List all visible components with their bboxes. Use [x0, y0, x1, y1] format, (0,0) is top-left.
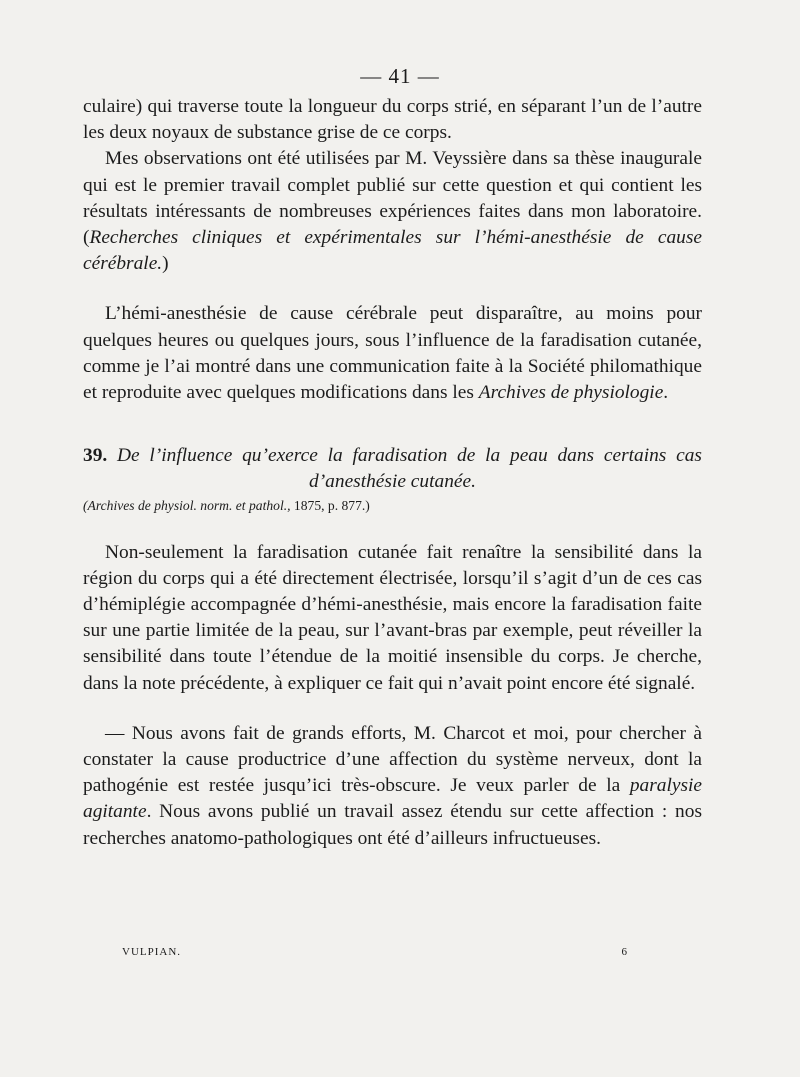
source-journal: (Archives de physiol. norm. et pathol.,	[83, 497, 291, 513]
sheet-mark: 6	[621, 946, 628, 958]
page-number: — 41 —	[360, 64, 440, 88]
paragraph-hemi-anesthesie	[83, 301, 702, 406]
page-body	[83, 94, 702, 852]
paragraph-text: Mes observations ont été utilisées par M. Veyssière dans sa thèse inaugurale qui est le premier travail complet publié sur cette question et qui contient les résultats intéressants de nombreuses expériences faites dans mon laboratoire. (	[83, 148, 702, 249]
paragraph-continuation: culaire) qui traverse toute la longueur du corps strié, en séparant l’un de l’autre les deux noyaux de substance grise de ce corps.	[83, 96, 702, 144]
paragraph-text: — Nous avons fait de grands efforts, M. Charcot et moi, pour chercher à constater la cause productrice d’une affection du système nerveux, dont la pathogénie est restée jusqu’ici très-obscure. Je veux parler de la	[83, 722, 702, 797]
signature-mark: VULPIAN.	[122, 946, 182, 958]
section-heading	[83, 443, 702, 495]
journal-title: Archives de physiologie	[478, 382, 664, 404]
spacer	[83, 406, 702, 443]
spacer	[83, 516, 702, 540]
paragraph-text: L’hémi-anesthésie de cause cérébrale peut disparaître, au moins pour quelques heures ou quelques jours, sous l’influence de la faradisation cutanée, comme je l’ai montré dans une communication faite à la Société philomathique et reproduite avec quelques modifications dans les	[83, 303, 702, 404]
spacer	[83, 277, 702, 301]
source-reference: 1875, p. 877.)	[290, 497, 370, 513]
disease-name: paralysie agitante	[83, 775, 702, 823]
section-source	[83, 496, 702, 516]
section-title: De l’influence qu’exerce la faradisation de la peau dans certains cas d’anesthésie cutanée.	[117, 445, 702, 493]
paragraph-faradisation: Non-seulement la faradisation cutanée fait renaître la sensibilité dans la région du corps qui a été directement électrisée, lorsqu’il s’agit d’un de ces cas d’hémiplégie accompagnée d’hémi-anesthésie, mais encore la faradisation faite sur une partie limitée de la peau, sur l’avant-bras par exemple, peut réveiller la sensibilité dans toute l’étendue de la moitié insensible du corps. Je cherche, dans la note précédente, à expliquer ce fait qui n’avait point encore été signalé.	[83, 541, 702, 694]
paragraph-text: . Nous avons publié un travail assez étendu sur cette affection : nos recherches anatomo-pathologiques ont été d’ailleurs infructueuses.	[83, 801, 702, 849]
thesis-title: Recherches cliniques et expérimentales sur l’hémi-anesthésie de cause cérébrale.	[83, 227, 702, 275]
paragraph-text: .	[663, 382, 669, 404]
section-number: 39.	[83, 445, 108, 467]
paragraph-text: )	[162, 253, 169, 275]
paragraph-paralysie-agitante	[83, 721, 702, 852]
spacer	[83, 697, 702, 721]
paragraph-veyssiere	[83, 146, 702, 277]
